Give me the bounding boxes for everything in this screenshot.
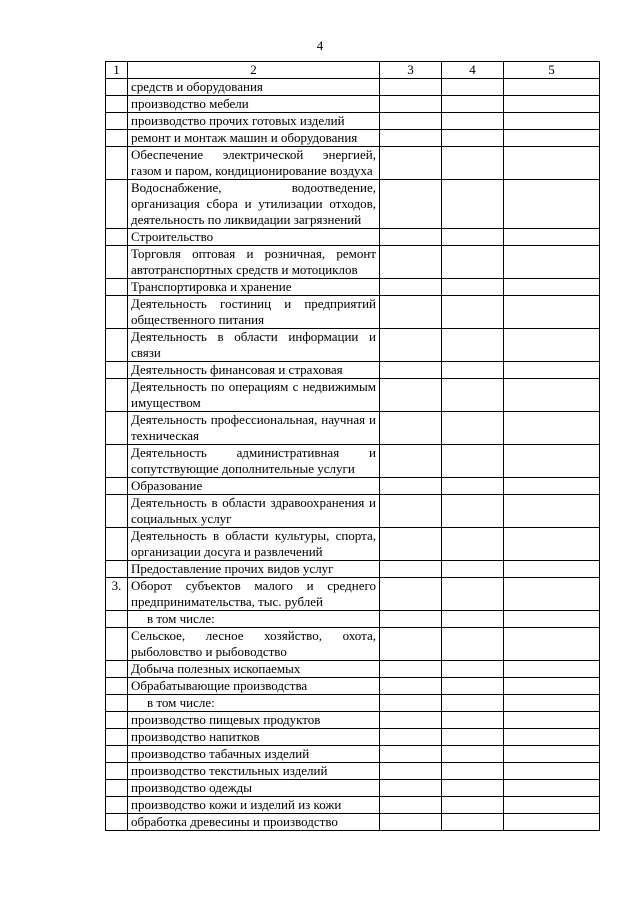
value-cell-col5: [504, 763, 600, 780]
row-number-cell: [106, 763, 128, 780]
header-cell-3: 3: [380, 62, 442, 79]
value-cell-col3: [380, 96, 442, 113]
table-row: [106, 478, 600, 495]
value-cell-col4: [442, 712, 504, 729]
indicator-name-cell: Деятельность в области культуры, спорта, организации досуга и развлечений: [128, 528, 380, 561]
table-row: [106, 678, 600, 695]
value-cell-col5: [504, 229, 600, 246]
value-cell-col4: [442, 279, 504, 296]
table-row: [106, 379, 600, 412]
value-cell-col5: [504, 797, 600, 814]
value-cell-col5: [504, 130, 600, 147]
row-number-cell: [106, 96, 128, 113]
value-cell-col3: [380, 478, 442, 495]
indicator-name-cell: Образование: [128, 478, 380, 495]
indicator-name-cell: производство текстильных изделий: [128, 763, 380, 780]
table-row: [106, 329, 600, 362]
value-cell-col3: [380, 495, 442, 528]
value-cell-col4: [442, 379, 504, 412]
indicator-name-cell: производство кожи и изделий из кожи: [128, 797, 380, 814]
value-cell-col3: [380, 229, 442, 246]
row-number-cell: [106, 329, 128, 362]
table-row: [106, 695, 600, 712]
indicator-name-cell: в том числе:: [128, 695, 380, 712]
value-cell-col3: [380, 797, 442, 814]
value-cell-col3: [380, 611, 442, 628]
value-cell-col3: [380, 147, 442, 180]
indicator-name-cell: Обрабатывающие производства: [128, 678, 380, 695]
row-number-cell: [106, 678, 128, 695]
indicator-name-cell: производство прочих готовых изделий: [128, 113, 380, 130]
value-cell-col3: [380, 130, 442, 147]
indicator-name-cell: обработка древесины и производство: [128, 814, 380, 831]
value-cell-col5: [504, 578, 600, 611]
value-cell-col5: [504, 246, 600, 279]
row-number-cell: 3.: [106, 578, 128, 611]
row-number-cell: [106, 661, 128, 678]
row-number-cell: [106, 296, 128, 329]
table-row: [106, 561, 600, 578]
value-cell-col5: [504, 362, 600, 379]
table-row: [106, 780, 600, 797]
indicator-name-cell: средств и оборудования: [128, 79, 380, 96]
row-number-cell: [106, 628, 128, 661]
value-cell-col5: [504, 628, 600, 661]
value-cell-col5: [504, 661, 600, 678]
value-cell-col5: [504, 611, 600, 628]
indicator-name-cell: Водоснабжение, водоотведение, организация сбора и утилизации отходов, деятельность по ликвидации загрязнений: [128, 180, 380, 229]
value-cell-col5: [504, 814, 600, 831]
table-row: [106, 130, 600, 147]
row-number-cell: [106, 797, 128, 814]
table-row: [106, 412, 600, 445]
table-row: [106, 147, 600, 180]
table-body: [106, 62, 600, 831]
value-cell-col3: [380, 678, 442, 695]
value-cell-col4: [442, 180, 504, 229]
table-row: [106, 814, 600, 831]
table-row: [106, 229, 600, 246]
table-row: [106, 113, 600, 130]
value-cell-col5: [504, 678, 600, 695]
indicator-name-cell: производство мебели: [128, 96, 380, 113]
indicator-name-cell: Сельское, лесное хозяйство, охота, рыболовство и рыбоводство: [128, 628, 380, 661]
indicator-name-cell: производство одежды: [128, 780, 380, 797]
table-row: [106, 362, 600, 379]
row-number-cell: [106, 279, 128, 296]
table-header-row: [106, 62, 600, 79]
row-number-cell: [106, 495, 128, 528]
value-cell-col5: [504, 729, 600, 746]
value-cell-col4: [442, 79, 504, 96]
value-cell-col4: [442, 362, 504, 379]
value-cell-col3: [380, 661, 442, 678]
value-cell-col4: [442, 113, 504, 130]
value-cell-col3: [380, 780, 442, 797]
row-number-cell: [106, 746, 128, 763]
value-cell-col4: [442, 130, 504, 147]
value-cell-col5: [504, 712, 600, 729]
indicator-name-cell: Деятельность в области здравоохранения и социальных услуг: [128, 495, 380, 528]
value-cell-col3: [380, 180, 442, 229]
value-cell-col4: [442, 661, 504, 678]
table-row: [106, 746, 600, 763]
table-row: [106, 279, 600, 296]
table-row: [106, 628, 600, 661]
value-cell-col3: [380, 561, 442, 578]
value-cell-col4: [442, 678, 504, 695]
header-cell-5: 5: [504, 62, 600, 79]
indicator-name-cell: производство напитков: [128, 729, 380, 746]
row-number-cell: [106, 814, 128, 831]
value-cell-col3: [380, 814, 442, 831]
value-cell-col3: [380, 445, 442, 478]
value-cell-col3: [380, 746, 442, 763]
value-cell-col4: [442, 561, 504, 578]
value-cell-col5: [504, 79, 600, 96]
row-number-cell: [106, 180, 128, 229]
value-cell-col4: [442, 96, 504, 113]
table-row: [106, 763, 600, 780]
value-cell-col5: [504, 478, 600, 495]
indicator-name-cell: ремонт и монтаж машин и оборудования: [128, 130, 380, 147]
value-cell-col4: [442, 495, 504, 528]
row-number-cell: [106, 695, 128, 712]
value-cell-col4: [442, 611, 504, 628]
indicator-name-cell: Деятельность финансовая и страховая: [128, 362, 380, 379]
table-row: [106, 445, 600, 478]
value-cell-col4: [442, 296, 504, 329]
value-cell-col3: [380, 712, 442, 729]
header-cell-4: 4: [442, 62, 504, 79]
indicator-name-cell: Деятельность профессиональная, научная и техническая: [128, 412, 380, 445]
row-number-cell: [106, 528, 128, 561]
header-cell-1: 1: [106, 62, 128, 79]
table-row: [106, 661, 600, 678]
row-number-cell: [106, 130, 128, 147]
row-number-cell: [106, 780, 128, 797]
row-number-cell: [106, 362, 128, 379]
value-cell-col4: [442, 478, 504, 495]
table-row: [106, 495, 600, 528]
value-cell-col3: [380, 79, 442, 96]
value-cell-col4: [442, 780, 504, 797]
value-cell-col3: [380, 246, 442, 279]
row-number-cell: [106, 147, 128, 180]
value-cell-col4: [442, 229, 504, 246]
value-cell-col3: [380, 296, 442, 329]
table-row: [106, 712, 600, 729]
value-cell-col3: [380, 578, 442, 611]
table-row: [106, 296, 600, 329]
value-cell-col5: [504, 695, 600, 712]
indicator-name-cell: Деятельность гостиниц и предприятий общественного питания: [128, 296, 380, 329]
value-cell-col5: [504, 329, 600, 362]
indicator-name-cell: Деятельность по операциям с недвижимым имуществом: [128, 379, 380, 412]
value-cell-col3: [380, 695, 442, 712]
value-cell-col4: [442, 628, 504, 661]
row-number-cell: [106, 478, 128, 495]
value-cell-col5: [504, 495, 600, 528]
table-row: [106, 578, 600, 611]
indicator-name-cell: производство табачных изделий: [128, 746, 380, 763]
value-cell-col4: [442, 528, 504, 561]
value-cell-col5: [504, 379, 600, 412]
value-cell-col3: [380, 329, 442, 362]
indicator-name-cell: производство пищевых продуктов: [128, 712, 380, 729]
row-number-cell: [106, 611, 128, 628]
indicators-table: [105, 61, 600, 831]
value-cell-col3: [380, 113, 442, 130]
value-cell-col5: [504, 528, 600, 561]
value-cell-col3: [380, 528, 442, 561]
table-row: [106, 246, 600, 279]
value-cell-col4: [442, 695, 504, 712]
value-cell-col5: [504, 780, 600, 797]
value-cell-col5: [504, 147, 600, 180]
indicator-name-cell: Обеспечение электрической энергией, газом и паром, кондиционирование воздуха: [128, 147, 380, 180]
value-cell-col5: [504, 180, 600, 229]
row-number-cell: [106, 246, 128, 279]
indicator-name-cell: Добыча полезных ископаемых: [128, 661, 380, 678]
indicator-name-cell: в том числе:: [128, 611, 380, 628]
value-cell-col5: [504, 96, 600, 113]
value-cell-col4: [442, 814, 504, 831]
value-cell-col3: [380, 279, 442, 296]
value-cell-col5: [504, 113, 600, 130]
page-number: 4: [316, 38, 324, 53]
value-cell-col5: [504, 445, 600, 478]
indicator-name-cell: Деятельность административная и сопутствующие дополнительные услуги: [128, 445, 380, 478]
table-row: [106, 79, 600, 96]
value-cell-col3: [380, 763, 442, 780]
table-row: [106, 96, 600, 113]
value-cell-col4: [442, 797, 504, 814]
indicator-name-cell: Оборот субъектов малого и среднего предпринимательства, тыс. рублей: [128, 578, 380, 611]
value-cell-col4: [442, 147, 504, 180]
row-number-cell: [106, 79, 128, 96]
row-number-cell: [106, 412, 128, 445]
indicator-name-cell: Предоставление прочих видов услуг: [128, 561, 380, 578]
value-cell-col3: [380, 729, 442, 746]
table-row: [106, 797, 600, 814]
value-cell-col4: [442, 746, 504, 763]
indicator-name-cell: Транспортировка и хранение: [128, 279, 380, 296]
value-cell-col4: [442, 763, 504, 780]
row-number-cell: [106, 113, 128, 130]
row-number-cell: [106, 561, 128, 578]
value-cell-col5: [504, 296, 600, 329]
value-cell-col4: [442, 445, 504, 478]
value-cell-col5: [504, 746, 600, 763]
header-cell-2: 2: [128, 62, 380, 79]
value-cell-col5: [504, 561, 600, 578]
row-number-cell: [106, 712, 128, 729]
value-cell-col4: [442, 729, 504, 746]
indicator-name-cell: Строительство: [128, 229, 380, 246]
value-cell-col5: [504, 412, 600, 445]
value-cell-col4: [442, 329, 504, 362]
value-cell-col4: [442, 578, 504, 611]
row-number-cell: [106, 729, 128, 746]
value-cell-col5: [504, 279, 600, 296]
table-row: [106, 180, 600, 229]
row-number-cell: [106, 229, 128, 246]
indicator-name-cell: Деятельность в области информации и связи: [128, 329, 380, 362]
indicator-name-cell: Торговля оптовая и розничная, ремонт автотранспортных средств и мотоциклов: [128, 246, 380, 279]
table-row: [106, 729, 600, 746]
table-row: [106, 611, 600, 628]
value-cell-col3: [380, 362, 442, 379]
value-cell-col3: [380, 628, 442, 661]
value-cell-col4: [442, 246, 504, 279]
table-row: [106, 528, 600, 561]
value-cell-col3: [380, 379, 442, 412]
row-number-cell: [106, 379, 128, 412]
row-number-cell: [106, 445, 128, 478]
value-cell-col3: [380, 412, 442, 445]
value-cell-col4: [442, 412, 504, 445]
